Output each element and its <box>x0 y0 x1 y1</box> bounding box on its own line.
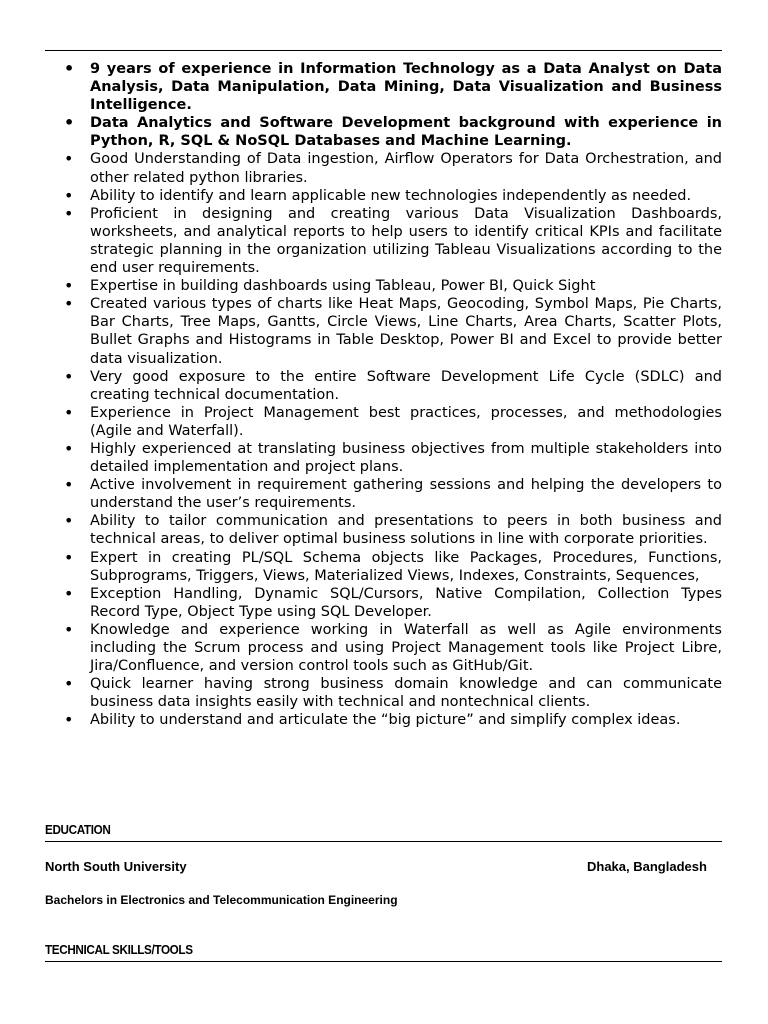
summary-bullet-item: • Ability to understand and articulate the “big picture” and simplify complex ideas. <box>64 711 722 729</box>
summary-bullet-item: • Expert in creating PL/SQL Schema objects like Packages, Procedures, Functions, Subprograms, Triggers, Views, Materialized Views, Indexes, Constraints, Sequences, <box>64 549 722 585</box>
education-divider <box>45 841 722 842</box>
summary-bullet-item: • Created various types of charts like Heat Maps, Geocoding, Symbol Maps, Pie Charts, Bar Charts, Tree Maps, Gantts, Circle Views, Line Charts, Area Charts, Scatter Plots, Bullet Graphs and Histograms in Table Desktop, Power BI and Excel to provide better data visualization. <box>64 295 722 367</box>
summary-bullet-item: • Good Understanding of Data ingestion, Airflow Operators for Data Orchestration, and other related python libraries. <box>64 150 722 186</box>
education-heading: EDUCATION <box>45 822 111 837</box>
university-location: Dhaka, Bangladesh <box>587 859 707 874</box>
university-name: North South University <box>45 859 187 874</box>
top-divider <box>45 50 722 51</box>
summary-bullet-item: • Exception Handling, Dynamic SQL/Cursors, Native Compilation, Collection Types Record Type, Object Type using SQL Developer. <box>64 585 722 621</box>
degree-title: Bachelors in Electronics and Telecommunication Engineering <box>45 893 398 907</box>
summary-bullet-item: • Experience in Project Management best practices, processes, and methodologies (Agile and Waterfall). <box>64 404 722 440</box>
summary-bullet-item: • Proficient in designing and creating various Data Visualization Dashboards, worksheets, and analytical reports to help users to identify critical KPIs and facilitate strategic planning in the organization utilizing Tableau Visualizations according to the end user requirements. <box>64 205 722 277</box>
summary-bullet-item: • Highly experienced at translating business objectives from multiple stakeholders into detailed implementation and project plans. <box>64 440 722 476</box>
summary-bullet-item: • Knowledge and experience working in Waterfall as well as Agile environments including the Scrum process and using Project Management tools like Project Libre, Jira/Confluence, and version control tools such as GitHub/Git. <box>64 621 722 675</box>
summary-bullet-item: • Ability to tailor communication and presentations to peers in both business and technical areas, to deliver optimal business solutions in line with corporate priorities. <box>64 512 722 548</box>
summary-bullet-item: • 9 years of experience in Information Technology as a Data Analyst on Data Analysis, Data Manipulation, Data Mining, Data Visualization and Business Intelligence. <box>64 60 722 114</box>
summary-bullet-list <box>64 60 722 729</box>
summary-bullet-item: • Ability to identify and learn applicable new technologies independently as needed. <box>64 187 722 205</box>
technical-skills-divider <box>45 961 722 962</box>
summary-bullet-item: • Very good exposure to the entire Software Development Life Cycle (SDLC) and creating technical documentation. <box>64 368 722 404</box>
summary-bullet-item: • Quick learner having strong business domain knowledge and can communicate business data insights easily with technical and nontechnical clients. <box>64 675 722 711</box>
technical-skills-heading: TECHNICAL SKILLS/TOOLS <box>45 942 193 957</box>
summary-bullet-item: • Data Analytics and Software Development background with experience in Python, R, SQL & NoSQL Databases and Machine Learning. <box>64 114 722 150</box>
summary-bullet-item: • Expertise in building dashboards using Tableau, Power BI, Quick Sight <box>64 277 722 295</box>
summary-bullet-item: • Active involvement in requirement gathering sessions and helping the developers to understand the user’s requirements. <box>64 476 722 512</box>
